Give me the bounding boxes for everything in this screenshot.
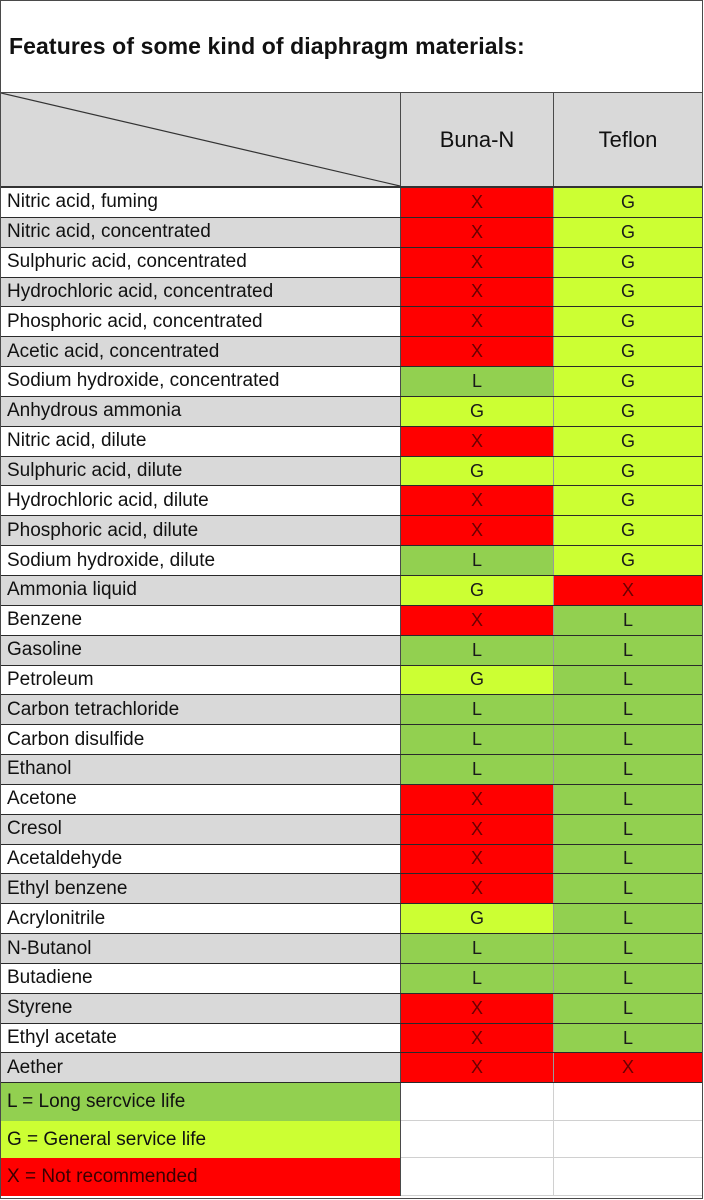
buna-n-rating: L xyxy=(401,636,554,665)
chemical-name: Ammonia liquid xyxy=(1,576,401,605)
chemical-name: Butadiene xyxy=(1,964,401,993)
table-row xyxy=(1,457,702,487)
table-row xyxy=(1,486,702,516)
table-row xyxy=(1,785,702,815)
buna-n-rating: X xyxy=(401,845,554,874)
teflon-rating: G xyxy=(554,278,702,307)
buna-n-rating: L xyxy=(401,755,554,784)
teflon-rating: G xyxy=(554,337,702,366)
buna-n-rating: X xyxy=(401,606,554,635)
buna-n-rating: X xyxy=(401,516,554,545)
sheet-title: Features of some kind of diaphragm materials: xyxy=(1,1,702,93)
buna-n-rating: X xyxy=(401,218,554,247)
chemical-name: Phosphoric acid, dilute xyxy=(1,516,401,545)
teflon-rating: G xyxy=(554,427,702,456)
teflon-rating: G xyxy=(554,218,702,247)
teflon-rating: X xyxy=(554,1053,702,1082)
buna-n-rating: X xyxy=(401,188,554,217)
table-row xyxy=(1,845,702,875)
chemical-name: Ethyl benzene xyxy=(1,874,401,903)
chemical-name: Ethanol xyxy=(1,755,401,784)
column-header-buna-n: Buna-N xyxy=(401,93,554,186)
teflon-rating: G xyxy=(554,516,702,545)
chemical-name: Sodium hydroxide, concentrated xyxy=(1,367,401,396)
chemical-name: Cresol xyxy=(1,815,401,844)
chemical-name: Nitric acid, dilute xyxy=(1,427,401,456)
teflon-rating: L xyxy=(554,874,702,903)
table-row xyxy=(1,546,702,576)
buna-n-rating: L xyxy=(401,934,554,963)
buna-n-rating: L xyxy=(401,546,554,575)
chemical-name: Hydrochloric acid, concentrated xyxy=(1,278,401,307)
legend-empty-cell xyxy=(554,1083,702,1121)
table-body xyxy=(1,188,702,1083)
legend-label: X = Not recommended xyxy=(1,1158,401,1196)
table-row xyxy=(1,1024,702,1054)
teflon-rating: X xyxy=(554,576,702,605)
legend-empty-cell xyxy=(554,1121,702,1159)
chemical-name: Acrylonitrile xyxy=(1,904,401,933)
table-row xyxy=(1,815,702,845)
teflon-rating: L xyxy=(554,904,702,933)
chemical-name: Petroleum xyxy=(1,666,401,695)
table-row xyxy=(1,188,702,218)
buna-n-rating: X xyxy=(401,785,554,814)
teflon-rating: L xyxy=(554,725,702,754)
legend-empty-cell xyxy=(401,1083,554,1121)
teflon-rating: L xyxy=(554,606,702,635)
table-row xyxy=(1,397,702,427)
buna-n-rating: X xyxy=(401,874,554,903)
teflon-rating: L xyxy=(554,964,702,993)
chemical-name: Sulphuric acid, concentrated xyxy=(1,248,401,277)
legend-label: G = General service life xyxy=(1,1121,401,1159)
buna-n-rating: X xyxy=(401,486,554,515)
table-row xyxy=(1,516,702,546)
buna-n-rating: X xyxy=(401,1024,554,1053)
table-row xyxy=(1,994,702,1024)
table-row xyxy=(1,367,702,397)
buna-n-rating: X xyxy=(401,815,554,844)
teflon-rating: G xyxy=(554,367,702,396)
chemical-name: Acetaldehyde xyxy=(1,845,401,874)
teflon-rating: L xyxy=(554,934,702,963)
teflon-rating: G xyxy=(554,248,702,277)
chemical-name: Anhydrous ammonia xyxy=(1,397,401,426)
legend xyxy=(1,1083,702,1196)
buna-n-rating: X xyxy=(401,307,554,336)
buna-n-rating: X xyxy=(401,994,554,1023)
chemical-name: Carbon tetrachloride xyxy=(1,695,401,724)
table-row xyxy=(1,1053,702,1083)
table-header xyxy=(1,93,702,188)
table-row xyxy=(1,904,702,934)
buna-n-rating: X xyxy=(401,278,554,307)
legend-row xyxy=(1,1158,702,1196)
buna-n-rating: L xyxy=(401,695,554,724)
teflon-rating: L xyxy=(554,845,702,874)
buna-n-rating: L xyxy=(401,964,554,993)
table-row xyxy=(1,725,702,755)
chemical-name: Sodium hydroxide, dilute xyxy=(1,546,401,575)
teflon-rating: G xyxy=(554,546,702,575)
header-corner-cell xyxy=(1,93,401,186)
buna-n-rating: G xyxy=(401,904,554,933)
buna-n-rating: X xyxy=(401,337,554,366)
table-row xyxy=(1,636,702,666)
table-row xyxy=(1,337,702,367)
teflon-rating: G xyxy=(554,397,702,426)
teflon-rating: G xyxy=(554,486,702,515)
teflon-rating: L xyxy=(554,755,702,784)
buna-n-rating: X xyxy=(401,1053,554,1082)
buna-n-rating: G xyxy=(401,457,554,486)
buna-n-rating: G xyxy=(401,666,554,695)
buna-n-rating: L xyxy=(401,725,554,754)
teflon-rating: L xyxy=(554,666,702,695)
table-row xyxy=(1,218,702,248)
table-row xyxy=(1,576,702,606)
table-row xyxy=(1,964,702,994)
table-row xyxy=(1,606,702,636)
diagonal-line xyxy=(1,93,400,186)
teflon-rating: L xyxy=(554,815,702,844)
table-row xyxy=(1,874,702,904)
legend-empty-cell xyxy=(401,1158,554,1196)
chemical-name: Phosphoric acid, concentrated xyxy=(1,307,401,336)
chemical-name: N-Butanol xyxy=(1,934,401,963)
chemical-name: Acetone xyxy=(1,785,401,814)
legend-empty-cell xyxy=(554,1158,702,1196)
chemical-name: Gasoline xyxy=(1,636,401,665)
table-row xyxy=(1,755,702,785)
teflon-rating: L xyxy=(554,994,702,1023)
chemical-name: Ethyl acetate xyxy=(1,1024,401,1053)
table-row xyxy=(1,934,702,964)
legend-row xyxy=(1,1083,702,1121)
teflon-rating: L xyxy=(554,695,702,724)
buna-n-rating: G xyxy=(401,576,554,605)
legend-row xyxy=(1,1121,702,1159)
legend-empty-cell xyxy=(401,1121,554,1159)
teflon-rating: G xyxy=(554,307,702,336)
teflon-rating: G xyxy=(554,188,702,217)
chemical-name: Sulphuric acid, dilute xyxy=(1,457,401,486)
chemical-name: Nitric acid, fuming xyxy=(1,188,401,217)
teflon-rating: L xyxy=(554,636,702,665)
table-row xyxy=(1,278,702,308)
table-row xyxy=(1,307,702,337)
table-row xyxy=(1,427,702,457)
chemical-name: Nitric acid, concentrated xyxy=(1,218,401,247)
buna-n-rating: X xyxy=(401,427,554,456)
buna-n-rating: G xyxy=(401,397,554,426)
chemical-name: Hydrochloric acid, dilute xyxy=(1,486,401,515)
table-row xyxy=(1,248,702,278)
buna-n-rating: X xyxy=(401,248,554,277)
chemical-name: Aether xyxy=(1,1053,401,1082)
table-row xyxy=(1,695,702,725)
teflon-rating: L xyxy=(554,785,702,814)
teflon-rating: L xyxy=(554,1024,702,1053)
legend-label: L = Long sercvice life xyxy=(1,1083,401,1121)
chemical-name: Styrene xyxy=(1,994,401,1023)
buna-n-rating: L xyxy=(401,367,554,396)
teflon-rating: G xyxy=(554,457,702,486)
table-row xyxy=(1,666,702,696)
chemical-name: Acetic acid, concentrated xyxy=(1,337,401,366)
column-header-teflon: Teflon xyxy=(554,93,702,186)
chemical-name: Benzene xyxy=(1,606,401,635)
chemical-name: Carbon disulfide xyxy=(1,725,401,754)
